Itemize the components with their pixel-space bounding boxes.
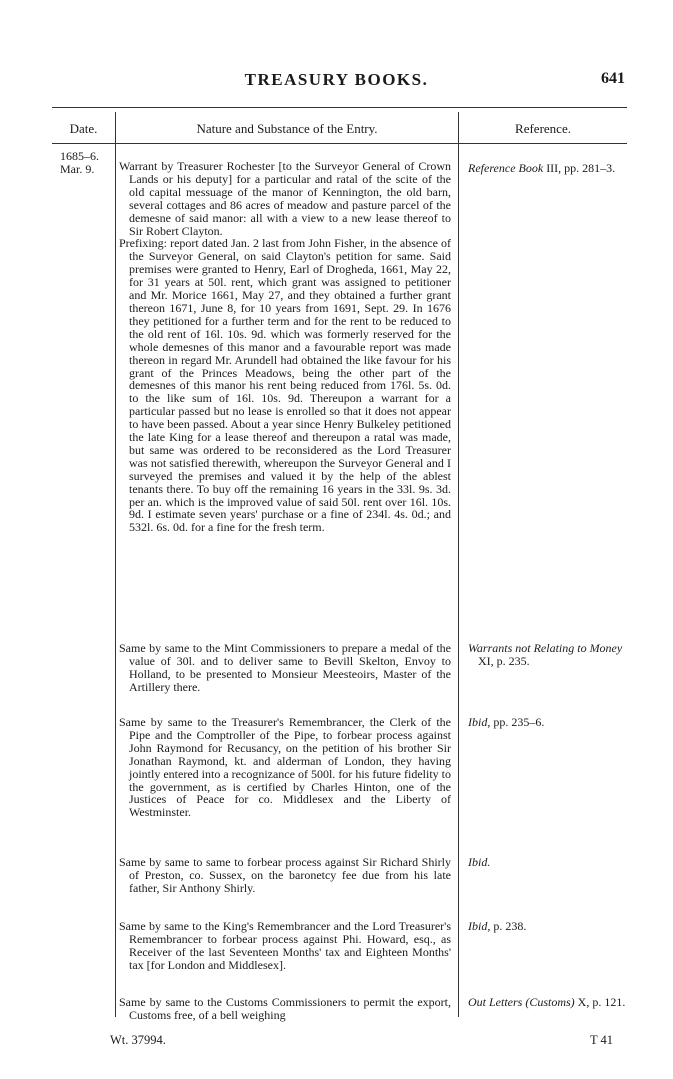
entry-howard-tax xyxy=(119,920,451,972)
page-number: 641 xyxy=(601,70,625,87)
entry-bell-export xyxy=(119,996,451,1022)
running-title: TREASURY BOOKS. xyxy=(244,70,429,89)
entry-shirly-baronetcy xyxy=(119,856,451,895)
reference-entry xyxy=(468,996,638,1009)
entry-mint-medal xyxy=(119,642,451,694)
entry-raymond-recusancy xyxy=(119,716,451,819)
reference-source: Ibid. xyxy=(468,855,491,869)
entry-paragraph-prefixing: Prefixing: report dated Jan. 2 last from John Fisher, in the absence of the Surveyor General, on said Clayton's petition for same. Said premises were granted to Henry, Earl of Drogheda, 1661, May 22, for 31 years at 50l. rent, which grant was assigned to petitioner and Mr. Morice 1661, May 27, and they obtained a further grant thereon 1671, June 8, for 10 years from 1691, Sept. 29. In 1676 they petitioned for a further term and for the rent to be reduced to the old rent of 16l. 10s. 9d. which was formerly reserved for the whole demesnes of this manor and a favourable report was made thereon in regard Mr. Arundell had obtained the like favour for his grant of the Princes Meadows, being the other part of the demesnes of this manor his rent being reduced from 176l. 5s. 0d. to the like sum of 16l. 10s. 9d. Thereupon a warrant for a particular passed but no lease is enrolled so that it does not appear to have been passed. About a year since Henry Bulkeley petitioned the late King for a lease thereof and thereupon a ratal was made, but same was ordered to be reconsidered as the Lord Treasurer was not satisfied therewith, whereupon the Surveyor General and I surveyed the premises and valued it by the help of the ablest tenants there. To buy off the remaining 16 years in the 33l. 9s. 3d. per an. which is the improved value of said 50l. rent over 16l. 10s. 9d. I estimate seven years' purchase or a fine of 234l. 4s. 0d.; and 532l. 6s. 0d. for a fine for the fresh term. xyxy=(119,236,451,535)
entry-paragraph: Same by same to the King's Remembrancer and the Lord Treasurer's Remembrancer to forbear process against Phi. Howard, esq., as Receiver of the last Seventeen Months' tax and Eighteen Months' tax [for London and Middlesex]. xyxy=(119,919,451,972)
date-day: Mar. 9. xyxy=(60,162,95,176)
reference-location: III, pp. 281–3. xyxy=(543,161,616,175)
column-header-date: Date. xyxy=(69,121,98,136)
reference-source: Warrants not Relating to Money xyxy=(468,641,623,655)
entry-paragraph: Same by same to the Mint Commissioners to prepare a medal of the value of 30l. and to deliver same to Bevill Skelton, Envoy to Holland, to be presented to Monsieur Meesteoirs, Master of the Artillery there. xyxy=(119,641,451,694)
date-cell xyxy=(60,150,99,176)
reference-entry xyxy=(468,162,638,175)
reference-location: , p. 238. xyxy=(487,919,527,933)
date-year: 1685–6. xyxy=(60,149,99,163)
reference-entry xyxy=(468,856,638,869)
entry-paragraph: Same by same to the Customs Commissioners to permit the export, Customs free, of a bell weighing xyxy=(119,995,451,1022)
footer-warrant-number: Wt. 37994. xyxy=(110,1033,166,1047)
column-header-reference: Reference. xyxy=(515,121,571,136)
reference-entry xyxy=(468,920,638,933)
entry-paragraph: Same by same to same to forbear process against Sir Richard Shirly of Preston, co. Sussex, on the baronetcy fee due from his late father, Sir Anthony Shirly. xyxy=(119,855,451,895)
reference-source: Reference Book xyxy=(468,161,544,175)
reference-location: , pp. 235–6. xyxy=(487,715,545,729)
entry-paragraph: Warrant by Treasurer Rochester [to the Surveyor General of Crown Lands or his deputy] for a particular and ratal of the scite of the old capital messuage of the manor of Kennington, the old barn, several cottages and 86 acres of meadow and pasture parcel of the demesne of said manor: all with a view to a new lease thereof to Sir Robert Clayton. xyxy=(119,159,451,238)
entry-kennington-warrant xyxy=(119,160,451,534)
reference-entry xyxy=(468,642,638,668)
footer-signature-mark: T 41 xyxy=(590,1033,614,1047)
top-rule xyxy=(52,107,627,108)
entry-paragraph: Same by same to the Treasurer's Remembrancer, the Clerk of the Pipe and the Comptroller of the Pipe, to forbear process against John Raymond for Recusancy, on the petition of his brother Sir Jonathan Raymond, kt. and alderman of London, they having jointly entered into a recognizance of 500l. for his future fidelity to the government, as is certified by Charles Hinton, one of the Justices of Peace for co. Middlesex and the Liberty of Westminster. xyxy=(119,715,451,820)
reference-source: Out Letters (Customs) xyxy=(468,995,575,1009)
reference-entry xyxy=(468,716,638,729)
reference-location: X, p. 121. xyxy=(574,995,626,1009)
date-column-divider xyxy=(115,112,116,1017)
reference-location: XI, p. 235. xyxy=(478,654,530,668)
reference-source: Ibid xyxy=(468,715,488,729)
header-rule xyxy=(52,143,627,144)
reference-column-divider xyxy=(458,112,459,1017)
page-header xyxy=(0,70,673,94)
column-header-nature: Nature and Substance of the Entry. xyxy=(196,121,378,136)
reference-source: Ibid xyxy=(468,919,488,933)
